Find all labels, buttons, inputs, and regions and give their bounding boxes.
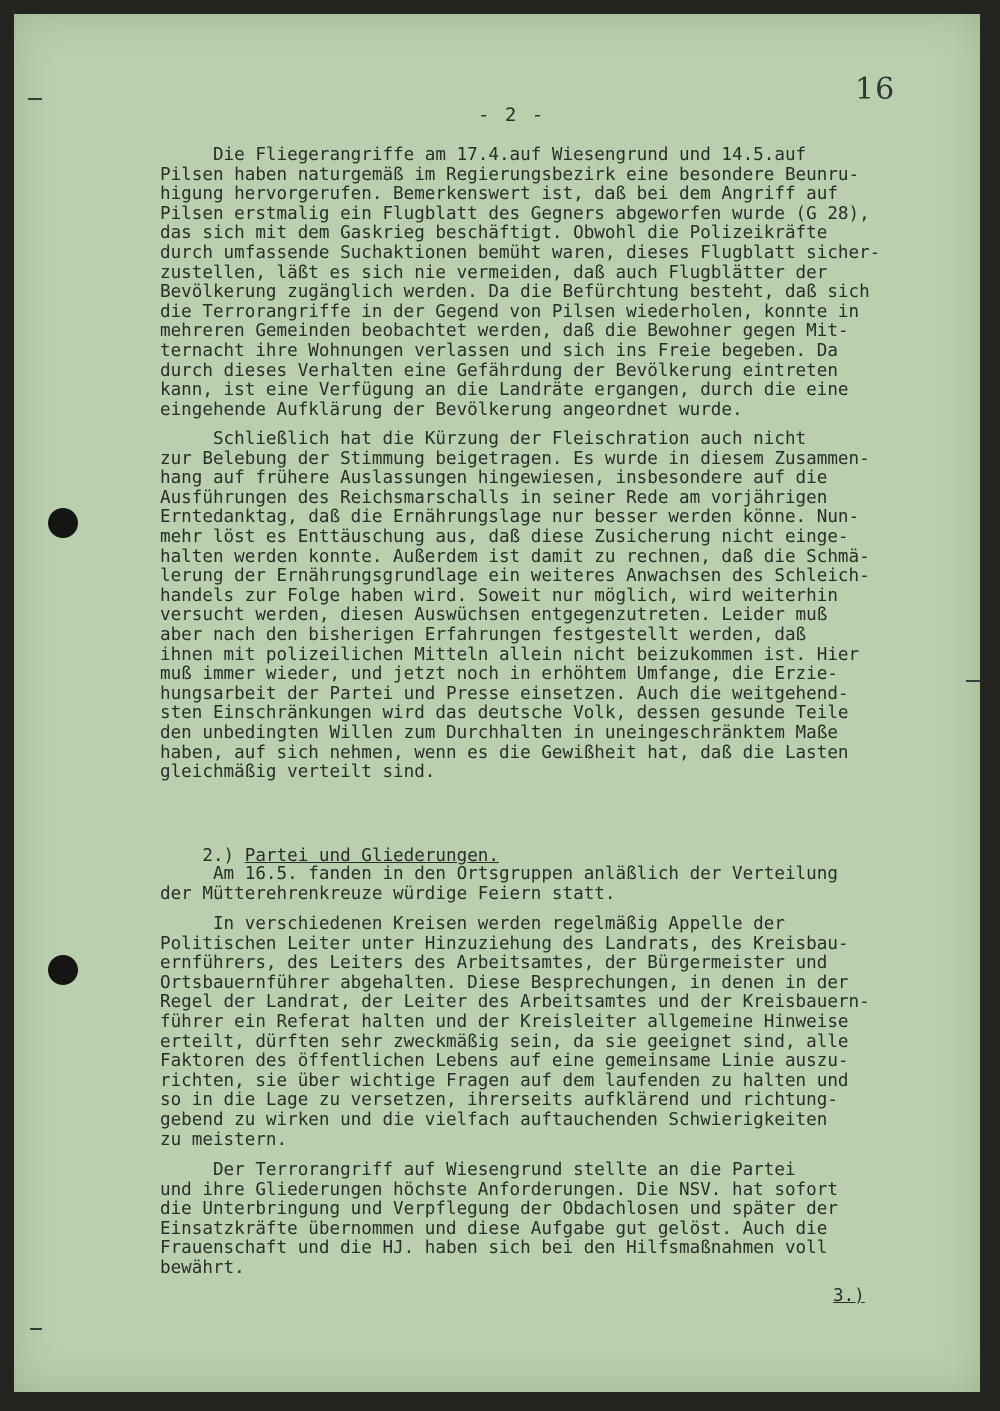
section-title: Partei und Gliederungen.: [244, 846, 499, 866]
text-line: ihnen mit polizeilichen Mitteln allein nicht beizukommen ist. Hier: [160, 644, 860, 665]
text-line: ernführers, des Leiters des Arbeitsamtes, der Bürgermeister und: [160, 953, 828, 974]
text-line: Politischen Leiter unter Hinzuziehung des Landrats, des Kreisbau-: [160, 933, 849, 954]
paragraph: [160, 1161, 960, 1279]
text-line: halten werden konnte. Außerdem ist damit zu rechnen, daß die Schmä-: [160, 546, 870, 567]
text-line: lerung der Ernährungsgrundlage ein weiteres Anwachsen des Schleich-: [160, 566, 870, 587]
paragraph: [160, 915, 960, 1150]
text-line: zur Belebung der Stimmung beigetragen. Es wurde in diesem Zusammen-: [160, 448, 870, 469]
text-line: versucht werden, diesen Auswüchsen entgegenzutreten. Leider muß: [160, 605, 828, 626]
text-line: durch umfassende Suchaktionen bemüht waren, dieses Flugblatt sicher-: [160, 242, 881, 263]
text-line: Regel der Landrat, der Leiter des Arbeitsamtes und der Kreisbauern-: [160, 992, 870, 1013]
text-line: In verschiedenen Kreisen werden regelmäßig Appelle der: [160, 914, 785, 934]
text-line: durch dieses Verhalten eine Gefährdung der Bevölkerung eintreten: [160, 360, 838, 381]
text-line: hungsarbeit der Partei und Presse einsetzen. Auch die weitgehend-: [160, 683, 849, 704]
text-line: Bevölkerung zugänglich werden. Da die Befürchtung besteht, daß sich: [160, 282, 870, 303]
text-line: erteilt, dürften sehr zweckmäßig sein, da sie geeignet sind, alle: [160, 1031, 849, 1052]
text-line: eingehende Aufklärung der Bevölkerung angeordnet wurde.: [160, 399, 743, 420]
text-line: gleichmäßig verteilt sind.: [160, 762, 436, 783]
text-line: die Unterbringung und Verpflegung der Obdachlosen und später der: [160, 1199, 838, 1220]
section-number: 2.): [202, 846, 235, 866]
text-line: mehreren Gemeinden beobachtet werden, daß die Bewohner gegen Mit-: [160, 321, 849, 342]
text-line: das sich mit dem Gaskrieg beschäftigt. Obwohl die Polizeikräfte: [160, 223, 828, 244]
text-line: Ortsbauernführer abgehalten. Diese Besprechungen, in denen in der: [160, 972, 849, 993]
paragraph: [160, 865, 960, 904]
text-line: higung hervorgerufen. Bemerkenswert ist, daß bei dem Angriff auf: [160, 184, 838, 205]
text-line: Am 16.5. fanden in den Ortsgruppen anläßlich der Verteilung: [160, 864, 838, 884]
folio-number: 16: [855, 72, 896, 107]
text-line: so in die Lage zu versetzen, ihrerseits aufklärend und richtung-: [160, 1090, 838, 1111]
text-line: führer ein Referat halten und der Kreisleiter allgemeine Hinweise: [160, 1011, 849, 1032]
text-line: hang auf frühere Auslassungen hingewiesen, insbesondere auf die: [160, 468, 828, 489]
text-line: zustellen, läßt es sich nie vermeiden, daß auch Flugblätter der: [160, 262, 828, 283]
text-line: aber nach den bisherigen Erfahrungen festgestellt werden, daß: [160, 624, 807, 645]
page-indicator: - 2 -: [478, 104, 546, 126]
text-line: Schließlich hat die Kürzung der Fleischration auch nicht: [160, 429, 807, 449]
text-line: mehr löst es Enttäuschung aus, daß diese Zusicherung nicht einge-: [160, 526, 849, 547]
margin-tick-right: [966, 680, 980, 682]
text-line: sten Einschränkungen wird das deutsche Volk, dessen gesunde Teile: [160, 703, 849, 724]
margin-tick-bottom: [30, 1328, 42, 1330]
text-line: muß immer wieder, und jetzt noch in erhöhtem Umfange, die Erzie-: [160, 664, 838, 685]
text-line: gebend zu wirken und die vielfach auftauchenden Schwierigkeiten: [160, 1109, 828, 1130]
text-line: Die Fliegerangriffe am 17.4.auf Wiesengrund und 14.5.auf: [160, 145, 807, 165]
text-line: Frauenschaft und die HJ. haben sich bei den Hilfsmaßnahmen voll: [160, 1238, 828, 1259]
text-line: Der Terrorangriff auf Wiesengrund stellte an die Partei: [160, 1160, 796, 1180]
text-line: die Terrorangriffe in der Gegend von Pilsen wiederholen, konnte in: [160, 301, 860, 322]
margin-tick-top: [28, 98, 42, 100]
punch-hole-bottom: [48, 955, 78, 985]
text-line: Ausführungen des Reichsmarschalls in seiner Rede am vorjährigen: [160, 487, 828, 508]
text-line: Pilsen erstmalig ein Flugblatt des Gegners abgeworfen wurde (G 28),: [160, 203, 870, 224]
text-line: Einsatzkräfte übernommen und diese Aufgabe gut gelöst. Auch die: [160, 1218, 828, 1239]
text-line: handels zur Folge haben wird. Soweit nur möglich, wird weiterhin: [160, 585, 838, 606]
paragraph: [160, 146, 960, 420]
text-line: Faktoren des öffentlichen Lebens auf eine gemeinsame Linie auszu-: [160, 1051, 849, 1072]
paragraph: [160, 430, 960, 783]
text-line: bewährt.: [160, 1257, 245, 1278]
text-line: kann, ist eine Verfügung an die Landräte ergangen, durch die eine: [160, 380, 849, 401]
text-line: den unbedingten Willen zum Durchhalten in uneingeschränktem Maße: [160, 722, 838, 743]
text-line: zu meistern.: [160, 1129, 288, 1150]
next-page-marker: 3.): [833, 1286, 865, 1306]
text-line: haben, auf sich nehmen, wenn es die Gewißheit hat, daß die Lasten: [160, 742, 849, 763]
text-line: richten, sie über wichtige Fragen auf dem laufenden zu halten und: [160, 1070, 849, 1091]
text-line: Pilsen haben naturgemäß im Regierungsbezirk eine besondere Beunru-: [160, 164, 860, 185]
text-line: Erntedanktag, daß die Ernährungslage nur besser werden könne. Nun-: [160, 507, 860, 528]
text-line: der Mütterehrenkreuze würdige Feiern statt.: [160, 883, 616, 904]
text-line: ternacht ihre Wohnungen verlassen und sich ins Freie begeben. Da: [160, 340, 838, 361]
punch-hole-top: [48, 508, 78, 538]
text-line: und ihre Gliederungen höchste Anforderungen. Die NSV. hat sofort: [160, 1179, 838, 1200]
